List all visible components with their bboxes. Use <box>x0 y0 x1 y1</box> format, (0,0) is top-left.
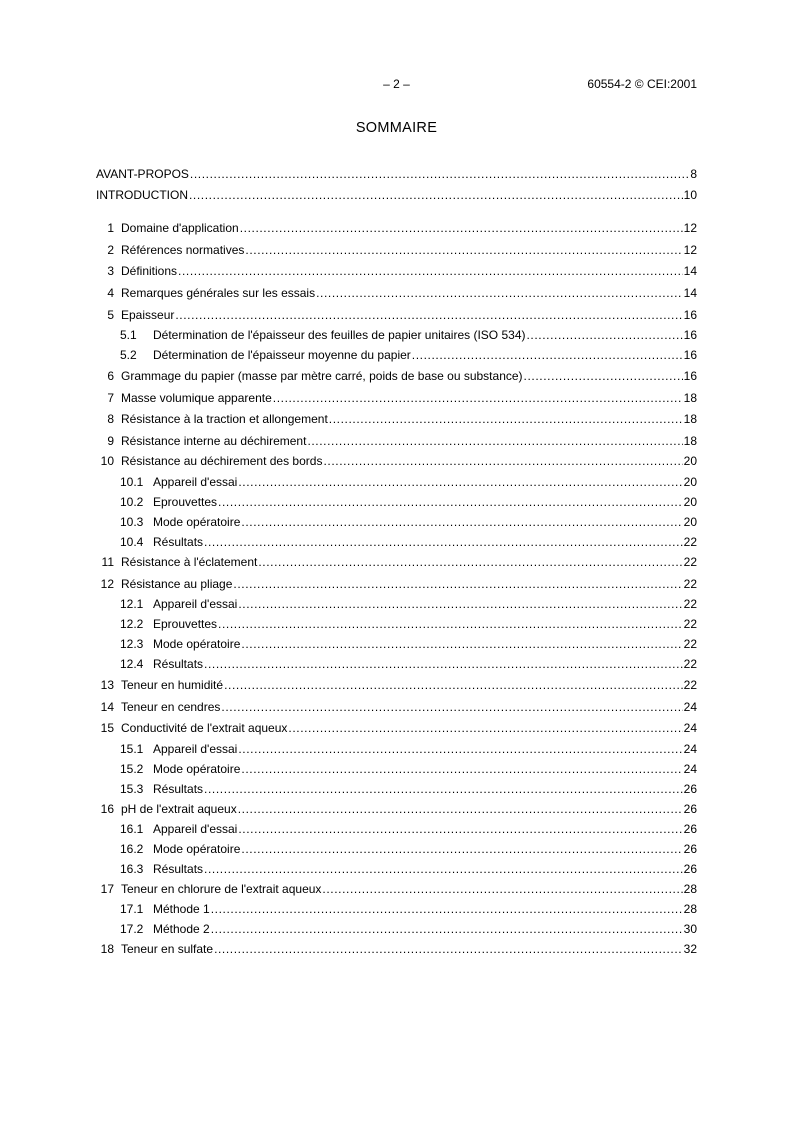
toc-entry-number: 3 <box>107 264 114 278</box>
toc-entry[interactable] <box>96 801 697 817</box>
dot-leader <box>238 821 682 837</box>
toc-entry-label: Eprouvettes <box>153 495 218 509</box>
toc-entry-page: 14 <box>683 286 697 300</box>
dot-leader <box>307 433 682 449</box>
toc-entry-page: 24 <box>683 700 697 714</box>
toc-entry-label: Détermination de l'épaisseur moyenne du papier <box>153 348 411 362</box>
toc-entry-number: 12 <box>100 577 114 591</box>
dot-leader <box>527 327 683 343</box>
toc-entry[interactable] <box>96 901 697 917</box>
dot-leader <box>238 474 682 490</box>
dot-leader <box>204 781 683 797</box>
dot-leader <box>524 368 683 384</box>
toc-entry-label: Eprouvettes <box>153 617 218 631</box>
toc-entry-label: INTRODUCTION <box>96 188 188 202</box>
toc-entry-page: 12 <box>683 221 697 235</box>
toc-entry-page: 24 <box>683 762 697 776</box>
toc-entry[interactable] <box>96 390 697 406</box>
toc-entry-label: pH de l'extrait aqueux <box>121 802 237 816</box>
toc-entry[interactable] <box>96 576 697 592</box>
toc-entry[interactable] <box>96 921 697 937</box>
dot-leader <box>329 411 683 427</box>
toc-entry-label: Teneur en humidité <box>121 678 224 692</box>
toc-entry-page: 16 <box>683 369 697 383</box>
toc-entry-label: Résistance interne au déchirement <box>121 434 307 448</box>
dot-leader <box>238 741 682 757</box>
toc-entry[interactable] <box>96 821 697 837</box>
toc-entry-label: Appareil d'essai <box>153 597 238 611</box>
toc-entry-label: Appareil d'essai <box>153 822 238 836</box>
toc-entry-label: AVANT-PROPOS <box>96 167 189 181</box>
dot-leader <box>224 677 683 693</box>
toc-entry-page: 12 <box>683 243 697 257</box>
toc-entry[interactable] <box>96 881 697 897</box>
toc-entry-page: 18 <box>683 391 697 405</box>
dot-leader <box>221 699 682 715</box>
dot-leader <box>323 453 682 469</box>
toc-entry-number: 7 <box>107 391 114 405</box>
toc-entry-page: 26 <box>683 842 697 856</box>
toc-entry-label: Résistance à la traction et allongement <box>121 412 328 426</box>
toc-entry-number: 15.3 <box>120 782 144 796</box>
toc-entry-number: 15.1 <box>120 742 144 756</box>
dot-leader <box>204 534 683 550</box>
toc-entry-label: Références normatives <box>121 243 245 257</box>
toc-entry[interactable] <box>96 841 697 857</box>
toc-entry-number: 6 <box>107 369 114 383</box>
toc-entry[interactable] <box>96 656 697 672</box>
toc-entry[interactable] <box>96 514 697 530</box>
dot-leader <box>211 921 683 937</box>
toc-entry-page: 20 <box>683 454 697 468</box>
toc-entry-number: 12.1 <box>120 597 144 611</box>
dot-leader <box>238 801 683 817</box>
toc-entry[interactable] <box>96 187 697 203</box>
dot-leader <box>241 761 682 777</box>
toc-entry-number: 5.2 <box>120 348 137 362</box>
dot-leader <box>204 861 683 877</box>
toc-entry-number: 9 <box>107 434 114 448</box>
toc-entry-number: 10.2 <box>120 495 144 509</box>
toc-entry[interactable] <box>96 166 697 182</box>
toc-entry-number: 1 <box>107 221 114 235</box>
toc-entry[interactable] <box>96 616 697 632</box>
dot-leader <box>245 242 682 258</box>
toc-entry[interactable] <box>96 636 697 652</box>
toc-entry-number: 15 <box>100 721 114 735</box>
toc-entry[interactable] <box>96 941 697 957</box>
toc-entry[interactable] <box>96 699 697 715</box>
toc-entry-label: Mode opératoire <box>153 637 241 651</box>
document-reference: 60554-2 © CEI:2001 <box>587 77 697 91</box>
toc-entry-page: 22 <box>683 657 697 671</box>
toc-entry-page: 22 <box>683 678 697 692</box>
toc-entry[interactable] <box>96 242 697 258</box>
toc-entry-number: 4 <box>107 286 114 300</box>
toc-entry[interactable] <box>96 596 697 612</box>
toc-entry[interactable] <box>96 368 697 384</box>
toc-entry-page: 8 <box>690 167 697 181</box>
toc-entry[interactable] <box>96 474 697 490</box>
toc-entry-number: 16.1 <box>120 822 144 836</box>
toc-entry[interactable] <box>96 327 697 343</box>
toc-entry-number: 17.1 <box>120 902 144 916</box>
toc-entry-label: Résultats <box>153 862 204 876</box>
page-header <box>96 77 697 93</box>
dot-leader <box>178 263 683 279</box>
toc-entry-label: Masse volumique apparente <box>121 391 272 405</box>
toc-entry-page: 18 <box>683 412 697 426</box>
toc-entry[interactable] <box>96 433 697 449</box>
toc-entry-number: 11 <box>101 555 114 569</box>
toc-entry-number: 17.2 <box>120 922 144 936</box>
toc-entry-label: Mode opératoire <box>153 762 241 776</box>
dot-leader <box>241 514 682 530</box>
toc-entry-number: 16 <box>100 802 114 816</box>
dot-leader <box>204 656 683 672</box>
toc-entry-number: 18 <box>100 942 114 956</box>
toc-entry-label: Définitions <box>121 264 178 278</box>
toc-entry-label: Appareil d'essai <box>153 475 238 489</box>
toc-entry[interactable] <box>96 781 697 797</box>
toc-entry-label: Domaine d'application <box>121 221 239 235</box>
toc-entry-label: Epaisseur <box>121 308 175 322</box>
dot-leader <box>211 901 683 917</box>
toc-entry-number: 14 <box>100 700 114 714</box>
dot-leader <box>175 307 682 323</box>
toc-entry-number: 5.1 <box>120 328 137 342</box>
toc-entry-number: 16.3 <box>120 862 144 876</box>
dot-leader <box>322 881 682 897</box>
dot-leader <box>412 347 683 363</box>
toc-entry-page: 20 <box>683 515 697 529</box>
toc-entry-number: 15.2 <box>120 762 144 776</box>
toc-entry-label: Résultats <box>153 535 204 549</box>
toc-entry-label: Teneur en cendres <box>121 700 221 714</box>
toc-entry-page: 24 <box>683 721 697 735</box>
toc-entry-page: 24 <box>683 742 697 756</box>
toc-entry-label: Teneur en sulfate <box>121 942 214 956</box>
toc-entry-page: 22 <box>683 555 697 569</box>
toc-entry[interactable] <box>96 285 697 301</box>
page-title: SOMMAIRE <box>355 120 438 136</box>
toc-entry-label: Mode opératoire <box>153 515 241 529</box>
toc-entry-number: 2 <box>107 243 114 257</box>
toc-entry[interactable] <box>96 453 697 469</box>
toc-entry-number: 5 <box>107 308 114 322</box>
toc-entry[interactable] <box>96 741 697 757</box>
toc-entry-label: Grammage du papier (masse par mètre carré, poids de base ou substance) <box>121 369 523 383</box>
toc-entry-number: 10.4 <box>120 535 144 549</box>
toc-entry-page: 28 <box>683 882 697 896</box>
dot-leader <box>214 941 683 957</box>
toc-entry-page: 26 <box>683 822 697 836</box>
toc-entry-label: Méthode 2 <box>153 922 210 936</box>
toc-entry-page: 16 <box>683 348 697 362</box>
toc-entry-page: 20 <box>683 475 697 489</box>
page-number: – 2 – <box>383 77 410 91</box>
toc-entry[interactable] <box>96 761 697 777</box>
toc-entry[interactable] <box>96 347 697 363</box>
toc-entry-label: Résultats <box>153 782 204 796</box>
toc-entry-label: Résistance au déchirement des bords <box>121 454 323 468</box>
dot-leader <box>273 390 683 406</box>
toc-entry[interactable] <box>96 220 697 236</box>
toc-entry-page: 22 <box>683 617 697 631</box>
toc-entry-page: 16 <box>683 328 697 342</box>
toc-entry-page: 26 <box>683 862 697 876</box>
toc-entry-page: 20 <box>683 495 697 509</box>
toc-entry-page: 22 <box>683 535 697 549</box>
dot-leader <box>189 187 683 203</box>
dot-leader <box>190 166 689 182</box>
toc-entry-number: 10.1 <box>120 475 144 489</box>
toc-entry-number: 10 <box>100 454 114 468</box>
toc-entry-page: 26 <box>683 782 697 796</box>
toc-entry-page: 28 <box>683 902 697 916</box>
toc-entry-page: 22 <box>683 597 697 611</box>
toc-entry-number: 16.2 <box>120 842 144 856</box>
toc-entry-page: 30 <box>683 922 697 936</box>
toc-entry[interactable] <box>96 677 697 693</box>
toc-entry-label: Détermination de l'épaisseur des feuilles de papier unitaires (ISO 534) <box>153 328 526 342</box>
toc-entry-page: 14 <box>683 264 697 278</box>
toc-entry-page: 26 <box>683 802 697 816</box>
toc-entry-page: 10 <box>683 188 697 202</box>
toc-entry-number: 12.4 <box>120 657 144 671</box>
toc-entry[interactable] <box>96 411 697 427</box>
toc-entry-label: Teneur en chlorure de l'extrait aqueux <box>121 882 322 896</box>
dot-leader <box>218 616 683 632</box>
toc-entry-label: Résultats <box>153 657 204 671</box>
toc-entry[interactable] <box>96 554 697 570</box>
toc-entry-number: 13 <box>100 678 114 692</box>
toc-entry-label: Remarques générales sur les essais <box>121 286 316 300</box>
dot-leader <box>316 285 683 301</box>
toc-entry-label: Conductivité de l'extrait aqueux <box>121 721 288 735</box>
toc-entry-page: 16 <box>683 308 697 322</box>
dot-leader <box>233 576 682 592</box>
dot-leader <box>288 720 682 736</box>
toc-entry-number: 10.3 <box>120 515 144 529</box>
toc-entry-page: 32 <box>683 942 697 956</box>
toc-entry-number: 8 <box>107 412 114 426</box>
toc-entry-number: 12.2 <box>120 617 144 631</box>
toc-entry-label: Méthode 1 <box>153 902 210 916</box>
toc-entry-label: Mode opératoire <box>153 842 241 856</box>
dot-leader <box>240 220 683 236</box>
toc-entry[interactable] <box>96 494 697 510</box>
dot-leader <box>238 596 682 612</box>
dot-leader <box>241 636 682 652</box>
toc-entry[interactable] <box>96 263 697 279</box>
dot-leader <box>218 494 683 510</box>
toc-entry[interactable] <box>96 307 697 323</box>
toc-entry-page: 18 <box>683 434 697 448</box>
dot-leader <box>241 841 682 857</box>
dot-leader <box>258 554 682 570</box>
toc-entry-label: Résistance à l'éclatement <box>121 555 258 569</box>
toc-entry[interactable] <box>96 720 697 736</box>
toc-entry-number: 12.3 <box>120 637 144 651</box>
toc-entry[interactable] <box>96 534 697 550</box>
toc-entry-label: Résistance au pliage <box>121 577 233 591</box>
toc-entry[interactable] <box>96 861 697 877</box>
toc-entry-page: 22 <box>683 637 697 651</box>
toc-entry-page: 22 <box>683 577 697 591</box>
toc-entry-number: 17 <box>100 882 114 896</box>
toc-entry-label: Appareil d'essai <box>153 742 238 756</box>
